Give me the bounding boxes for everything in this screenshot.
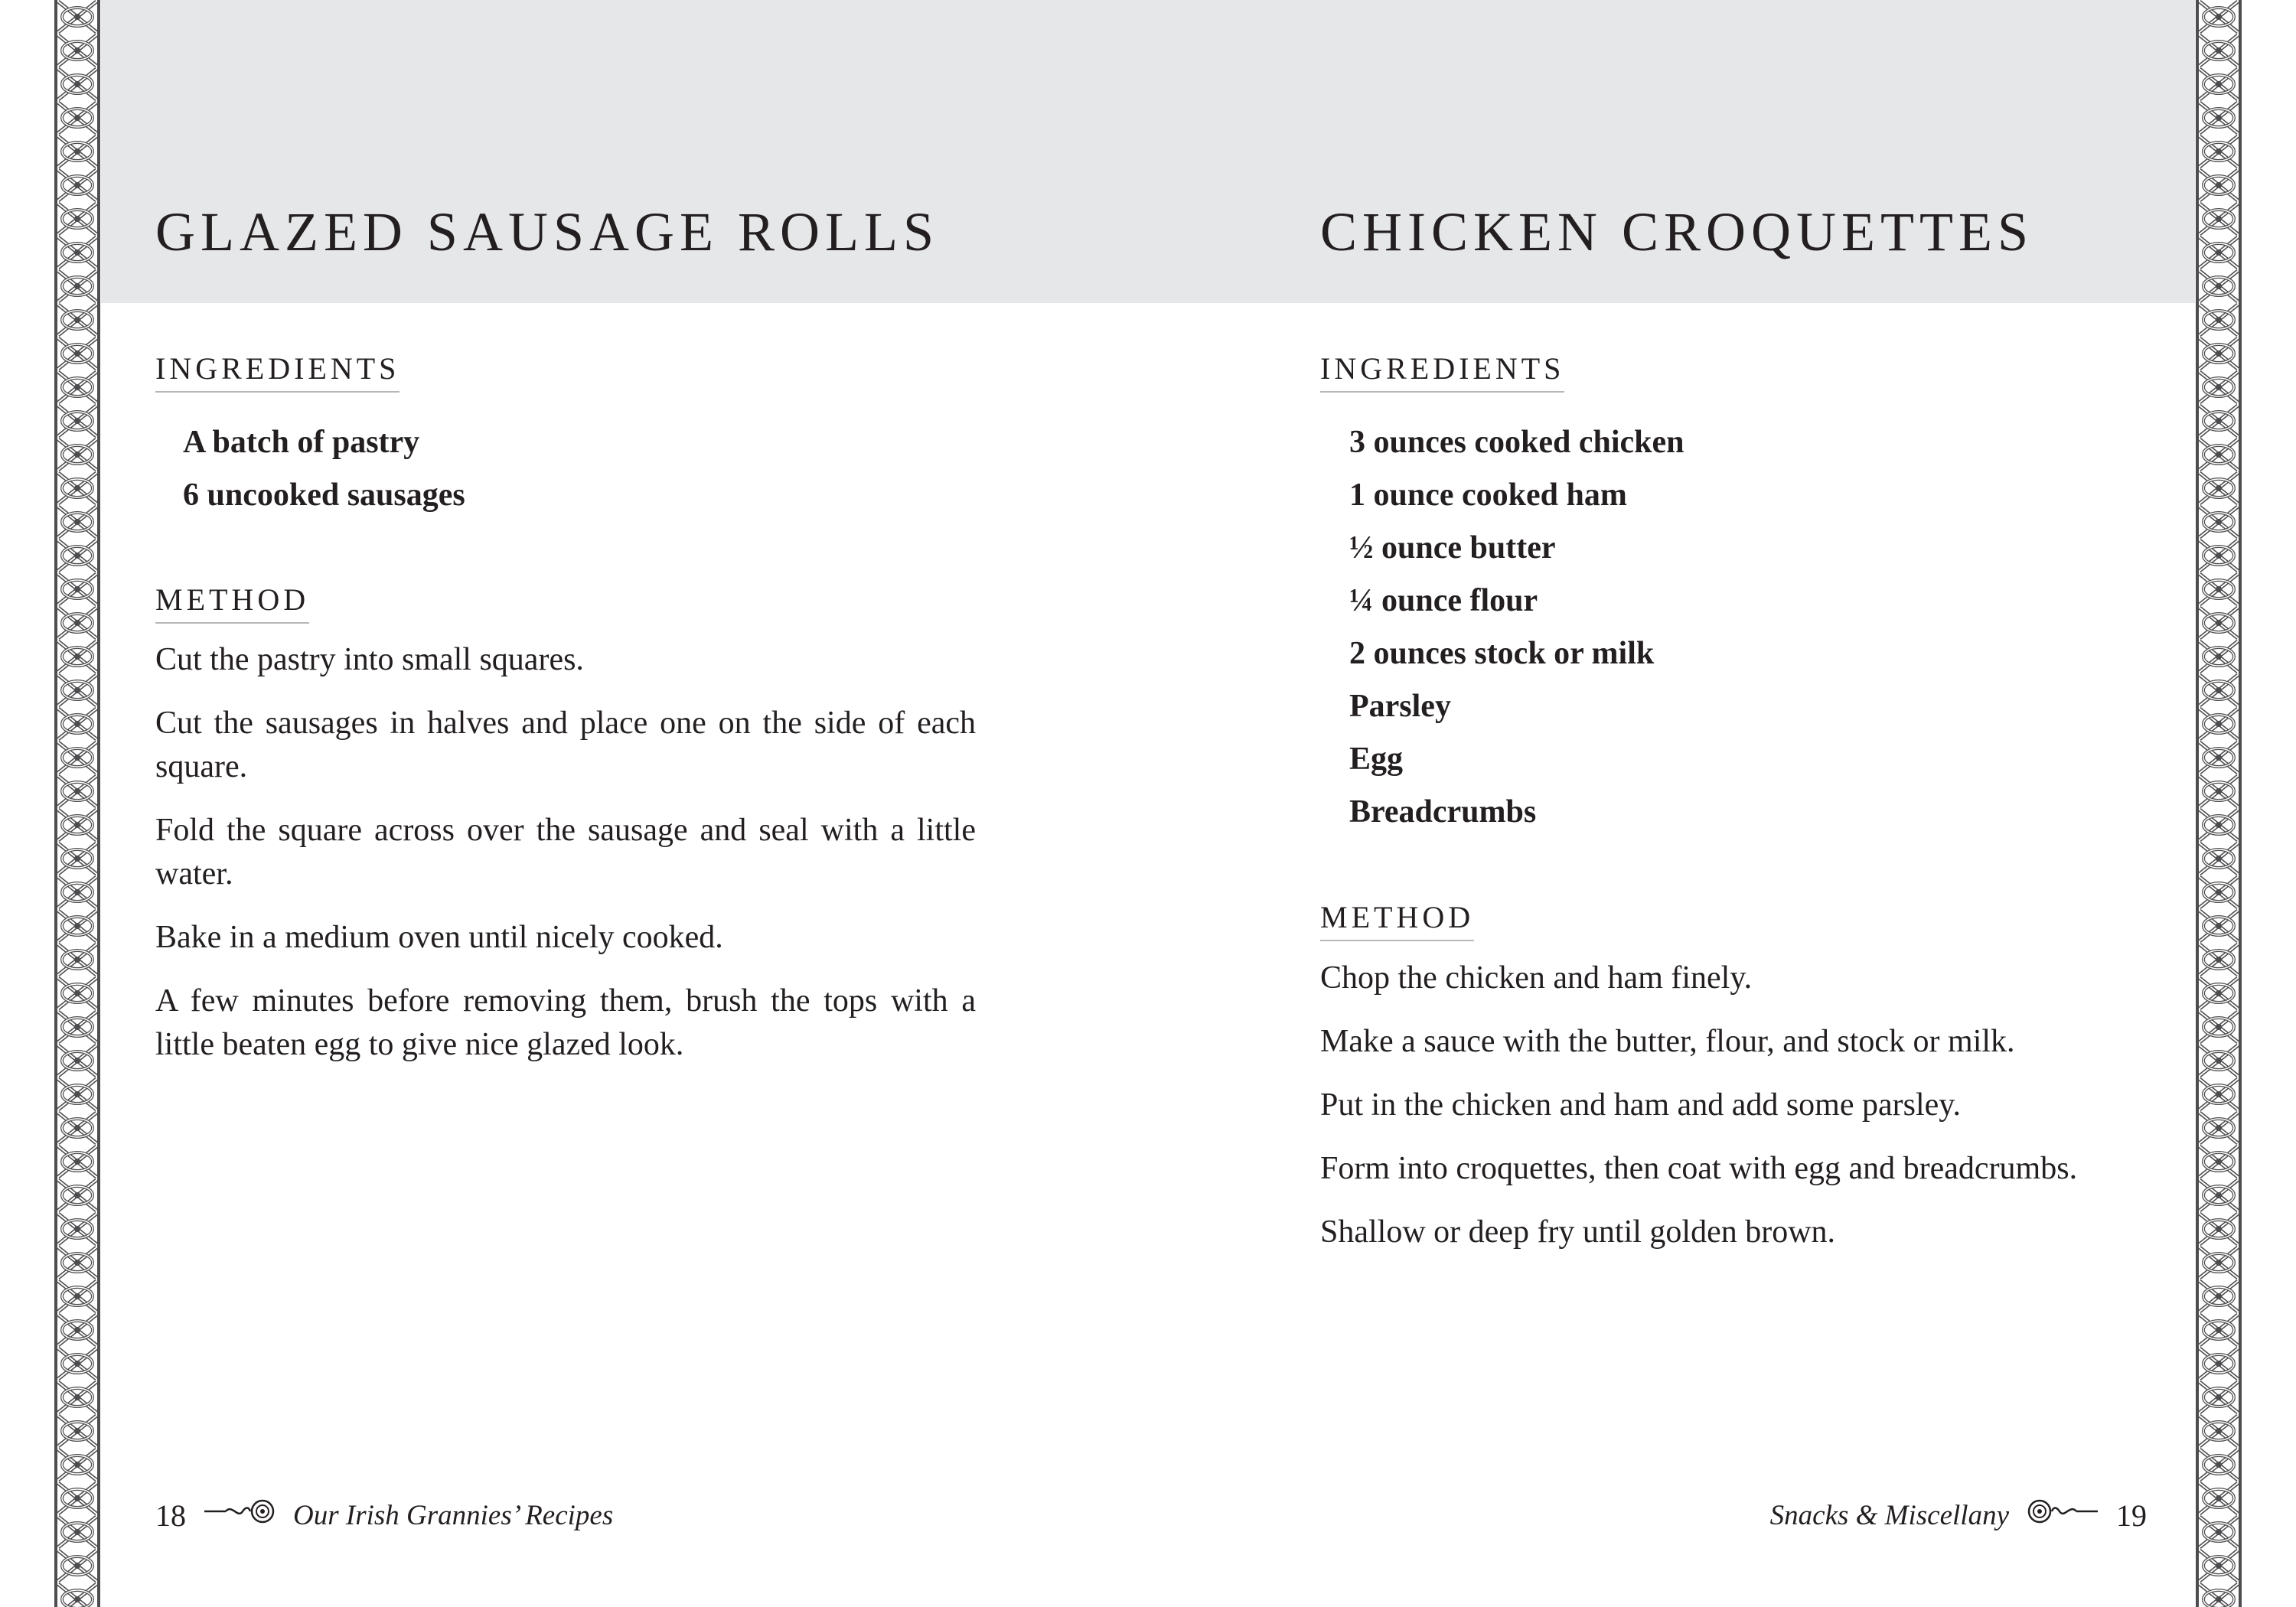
ingredient-item: 6 uncooked sausages — [183, 478, 465, 513]
method-heading: METHOD — [155, 582, 309, 624]
ingredient-item: A batch of pastry — [183, 425, 420, 460]
method-step: Put in the chicken and ham and add some parsley. — [1320, 1087, 1962, 1123]
running-footer-title: Our Irish Grannies’ Recipes — [293, 1499, 614, 1531]
method-step: Fold the square across over the sausage and seal with a little water. — [155, 813, 976, 892]
page-footer — [1770, 1494, 2147, 1537]
ingredient-item: Egg — [1349, 742, 1404, 777]
method-step: Cut the pastry into small squares. — [155, 642, 584, 677]
page-number: 18 — [155, 1498, 186, 1533]
swirl-ornament-icon — [2026, 1496, 2099, 1534]
method-step: Bake in a medium oven until nicely cooked. — [155, 920, 723, 955]
method-step: Form into croquettes, then coat with egg and breadcrumbs. — [1320, 1151, 2078, 1186]
swirl-ornament-icon — [203, 1496, 276, 1534]
ingredients-heading: INGREDIENTS — [1320, 350, 1564, 393]
right-page — [1320, 0, 2147, 1607]
method-steps — [155, 638, 976, 1087]
page-footer — [155, 1494, 613, 1537]
recipe-title: GLAZED SAUSAGE ROLLS — [155, 201, 940, 262]
ingredient-item: ¼ ounce flour — [1349, 583, 1538, 618]
method-step: Make a sauce with the butter, flour, and stock or milk. — [1320, 1024, 2015, 1059]
method-step: A few minutes before removing them, brush the tops with a little beaten egg to give nice glazed look. — [155, 983, 976, 1062]
ingredient-item: 3 ounces cooked chicken — [1349, 425, 1684, 460]
ingredient-item: ½ ounce butter — [1349, 530, 1556, 566]
ingredients-list — [1349, 416, 1684, 839]
ingredients-heading: INGREDIENTS — [155, 350, 400, 393]
ingredient-item: 1 ounce cooked ham — [1349, 478, 1627, 513]
celtic-knot-border-right — [2195, 0, 2242, 1607]
method-step: Chop the chicken and ham finely. — [1320, 960, 1753, 996]
running-footer-title: Snacks & Miscellany — [1769, 1499, 2009, 1531]
method-step: Shallow or deep fry until golden brown. — [1320, 1214, 1836, 1250]
method-step: Cut the sausages in halves and place one on the side of each square. — [155, 706, 976, 784]
ingredient-item: Parsley — [1349, 689, 1451, 724]
celtic-knot-border-left — [54, 0, 101, 1607]
ingredient-item: 2 ounces stock or milk — [1349, 636, 1655, 671]
ingredients-list — [183, 416, 465, 522]
page-number: 19 — [2116, 1498, 2147, 1533]
method-heading: METHOD — [1320, 899, 1474, 941]
recipe-title: CHICKEN CROQUETTES — [1320, 201, 2033, 262]
ingredient-item: Breadcrumbs — [1349, 794, 1537, 830]
method-steps — [1320, 957, 2154, 1274]
left-page — [155, 0, 976, 1607]
